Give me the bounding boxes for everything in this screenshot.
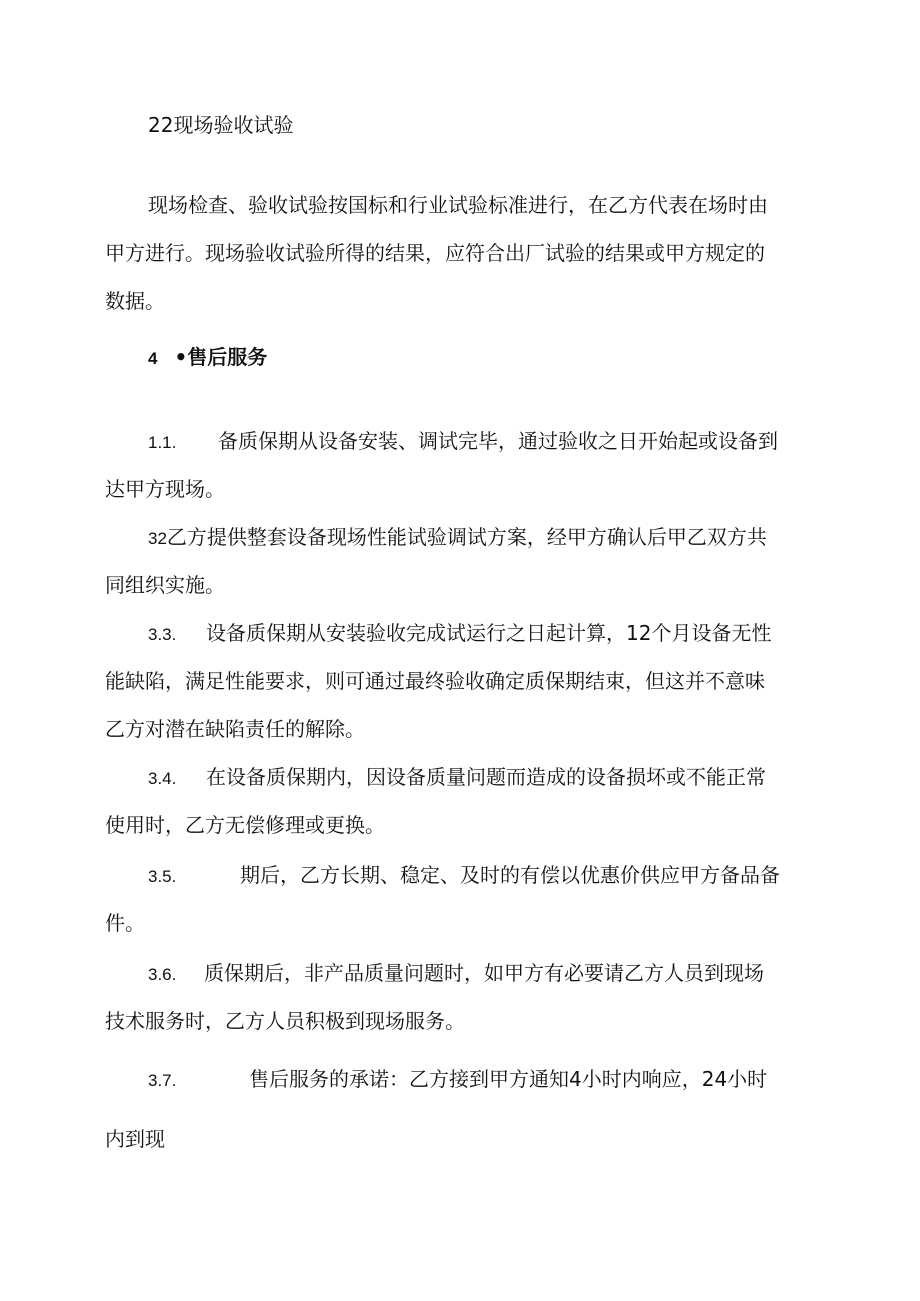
item-text: 使用时，乙方无偿修理或更换。 bbox=[105, 813, 385, 837]
list-item bbox=[148, 960, 764, 988]
list-item bbox=[148, 764, 766, 792]
item-number: 3.3. bbox=[148, 625, 177, 644]
item-text: 达甲方现场。 bbox=[105, 477, 225, 501]
item-number: 32 bbox=[148, 529, 167, 548]
list-item bbox=[148, 524, 767, 552]
item-text: 售后服务的承诺：乙方接到甲方通知4小时内响应，24小时 bbox=[249, 1067, 768, 1091]
item-number: 3.5. bbox=[148, 867, 177, 886]
item-number: 3.4. bbox=[148, 769, 177, 788]
paragraph-line: 甲方进行。现场验收试验所得的结果，应符合出厂试验的结果或甲方规定的 bbox=[105, 241, 765, 265]
item-number: 3.6. bbox=[148, 965, 177, 984]
item-text: 内到现 bbox=[105, 1127, 165, 1151]
item-text: 乙方提供整套设备现场性能试验调试方案，经甲方确认后甲乙双方共 bbox=[166, 525, 767, 549]
item-text: 在设备质保期内，因设备质量问题而造成的设备损坏或不能正常 bbox=[206, 765, 766, 789]
list-item bbox=[148, 862, 780, 890]
list-item bbox=[148, 620, 772, 648]
item-text: 设备质保期从安装验收完成试运行之日起计算，12个月设备无性 bbox=[206, 621, 772, 645]
item-text: 期后，乙方长期、稳定、及时的有偿以优惠价供应甲方备品备 bbox=[240, 863, 780, 887]
item-text: 备质保期从设备安装、调试完毕，通过验收之日开始起或设备到 bbox=[218, 429, 778, 453]
section-heading-4 bbox=[148, 344, 267, 372]
item-number: 1.1. bbox=[148, 433, 177, 452]
item-text: 件。 bbox=[105, 911, 145, 935]
item-number: 3.7. bbox=[148, 1071, 177, 1090]
section-title: 售后服务 bbox=[187, 345, 268, 369]
paragraph-line: 现场检查、验收试验按国标和行业试验标准进行，在乙方代表在场时由 bbox=[148, 193, 768, 217]
item-text: 能缺陷，满足性能要求，则可通过最终验收确定质保期结束，但这并不意味 bbox=[105, 669, 765, 693]
item-text: 质保期后，非产品质量问题时，如甲方有必要请乙方人员到现场 bbox=[204, 961, 764, 985]
paragraph-line: 数据。 bbox=[105, 289, 165, 313]
section-heading-2-2: 22现场验收试验 bbox=[148, 113, 294, 137]
bullet: • bbox=[174, 345, 188, 369]
item-text: 乙方对潜在缺陷责任的解除。 bbox=[105, 717, 365, 741]
section-number: 4 bbox=[148, 349, 158, 368]
item-text: 同组织实施。 bbox=[105, 573, 225, 597]
list-item bbox=[148, 1066, 768, 1094]
item-text: 技术服务时，乙方人员积极到现场服务。 bbox=[105, 1009, 465, 1033]
list-item bbox=[148, 428, 778, 456]
